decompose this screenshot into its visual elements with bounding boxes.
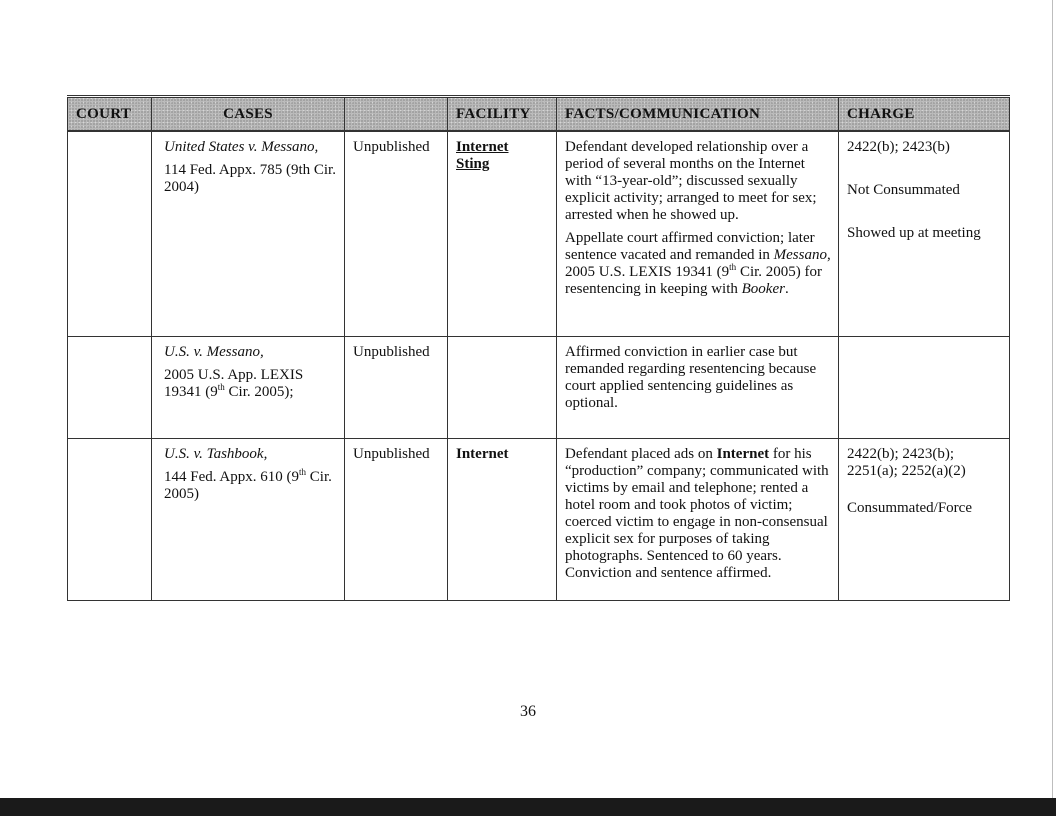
charge-text: 2422(b); 2423(b) [847,139,950,155]
facts-paragraph: Defendant developed relationship over a period of several months on the Internet with “13-year-old”; discussed sexually explicit activity; arranged to meet for sex; arrested when he showed up. [565,139,817,223]
charge-status: Not Consummated [847,182,960,198]
court-cell [68,131,152,336]
header-facts: FACTS/COMMUNICATION [557,97,839,132]
court-cell [68,438,152,600]
charge-status: Consummated/Force [847,499,972,516]
facility-cell [448,336,557,438]
facility-text [448,337,556,348]
status-cell [345,438,448,600]
facts-cell [557,438,839,600]
status-text: Unpublished [353,343,430,360]
case-cell [152,336,345,438]
charge-text: 2422(b); 2423(b); 2251(a); 2252(a)(2) [847,445,966,479]
case-title: United States v. Messano, [164,139,319,155]
status-cell [345,131,448,336]
facts-paragraph: Defendant placed ads on Internet for his “production” company; communicated with victims by email and telephone; rented a hotel room and took photos of victim; coerced victim to engage in non-consensual explicit sex for purposes of taking photographs. Sentenced to 60 years. Conviction and sentence affirmed. [565,445,829,581]
charge-cell [839,131,1010,336]
page-edge [1052,0,1053,798]
facts-paragraph: Appellate court affirmed conviction; later sentence vacated and remanded in Messano, 2005 U.S. LEXIS 19341 (9th Cir. 2005) for resentencing in keeping with Booker. [565,230,831,297]
header-blank [345,97,448,132]
header-facility: FACILITY [448,97,557,132]
case-table-container [67,95,1009,601]
table-row [68,131,1010,336]
facility-text: Sting [456,156,490,172]
facility-text: Internet [456,445,509,462]
table-row [68,438,1010,600]
status-text: Unpublished [353,139,430,155]
charge-note: Showed up at meeting [847,225,981,241]
facility-text: Internet [456,139,509,155]
facts-paragraph: Affirmed conviction in earlier case but remanded regarding resentencing because court applied sentencing guidelines as optional. [565,343,817,411]
case-citation: 2005 U.S. App. LEXIS 19341 (9th Cir. 2005); [164,366,304,400]
status-cell [345,336,448,438]
facility-cell [448,438,557,600]
header-cases: CASES [152,97,345,132]
facts-cell [557,131,839,336]
case-title: U.S. v. Tashbook, [164,445,268,462]
table-row [68,336,1010,438]
case-citation: 144 Fed. Appx. 610 (9th Cir. 2005) [164,466,332,502]
table-header-row [68,97,1010,132]
case-table [67,95,1010,601]
header-charge: CHARGE [839,97,1010,132]
scan-bottom-bar [0,798,1056,816]
status-text: Unpublished [353,445,430,462]
case-title: U.S. v. Messano, [164,343,264,360]
header-court: COURT [68,97,152,132]
charge-cell [839,438,1010,600]
charge-text [839,337,1009,348]
case-citation: 114 Fed. Appx. 785 (9th Cir. 2004) [164,162,336,195]
case-cell [152,131,345,336]
court-cell [68,336,152,438]
facility-cell [448,131,557,336]
charge-cell [839,336,1010,438]
case-cell [152,438,345,600]
facts-cell [557,336,839,438]
page-number: 36 [520,703,536,720]
